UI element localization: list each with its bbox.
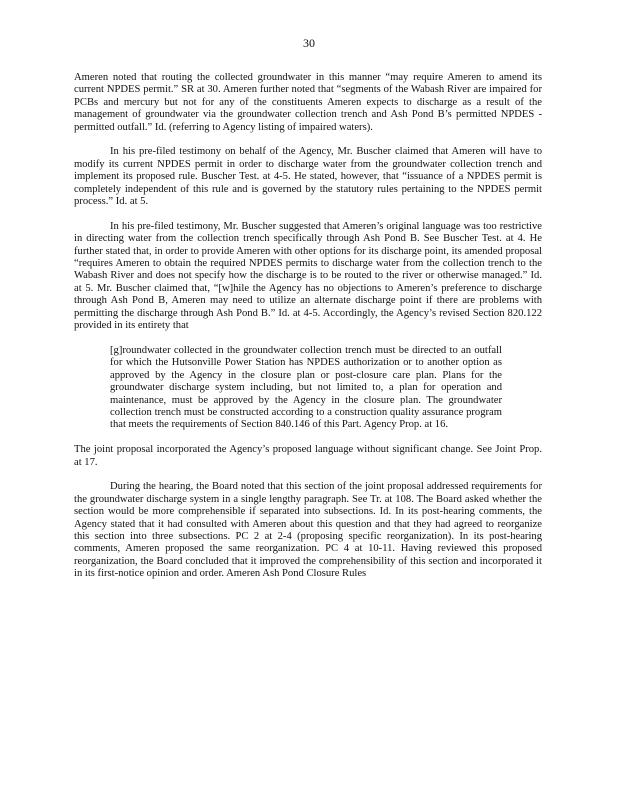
- block-quote-section-820-122: [g]roundwater collected in the groundwater collection trench must be directed to an outfall for which the Hutsonville Power Station has NPDES authorization or to another option as approved by the Agency in the closure plan or post-closure care plan. Plans for the groundwater discharge system including, but not limited to, a plan for operation and maintenance, must be approved by the Agency in the closure plan. The groundwater collection trench must be constructed according to a construction quality assurance program that meets the requirements of Section 840.146 of this Part. Agency Prop. at 16.: [110, 344, 502, 431]
- paragraph-joint-proposal: The joint proposal incorporated the Agency’s proposed language without significant change. See Joint Prop. at 17.: [74, 444, 542, 468]
- paragraph-ameren-routing: Ameren noted that routing the collected groundwater in this manner “may require Ameren to amend its current NPDES permit.” SR at 30. Ameren further noted that “segments of the Wabash River are impaired for PCBs and mercury but not for any of the constituents Ameren expects to discharge as a result of the management of groundwater via the groundwater collection trench and Ash Pond B’s permitted NPDES - permitted outfall.” Id. (referring to Agency listing of impaired waters).: [74, 72, 542, 133]
- page-number: 30: [303, 36, 315, 50]
- paragraph-buscher-npdes: In his pre-filed testimony on behalf of the Agency, Mr. Buscher claimed that Ameren will have to modify its current NPDES permit in order to discharge water from the groundwater collection trench and implement its proposed rule. Buscher Test. at 4-5. He stated, however, that “issuance of a NPDES permit is completely independent of this rule and is governed by the statutory rules pertaining to the NPDES permit process.” Id. at 5.: [74, 146, 542, 208]
- body-text: [74, 72, 542, 581]
- paragraph-buscher-discharge: In his pre-filed testimony, Mr. Buscher suggested that Ameren’s original language was too restrictive in directing water from the collection trench specifically through Ash Pond B. See Buscher Test. at 4. He further stated that, in order to provide Ameren with other options for its discharge point, its amended proposal “requires Ameren to obtain the required NPDES permits to discharge water from the collection trench to the Wabash River and does not specify how the discharge is to be routed to the river or otherwise managed.” Id. at 5. Mr. Buscher claimed that, “[w]hile the Agency has no objections to Ameren’s preference to discharge through Ash Pond B, Ameren may need to utilize an alternate discharge point if there are problems with permitting the discharge through Ash Pond B.” Id. at 4-5. Accordingly, the Agency’s revised Section 820.122 provided in its entirety that: [74, 220, 542, 332]
- paragraph-hearing-reorganization: During the hearing, the Board noted that this section of the joint proposal addressed requirements for the groundwater discharge system in a single lengthy paragraph. See Tr. at 108. The Board asked whether the section would be more comprehensible if separated into subsections. Id. In its post-hearing comments, the Agency stated that it had consulted with Ameren about this question and that they had agreed to reorganize this section into three subsections. PC 2 at 2-4 (proposing specific reorganization). In its post-hearing comments, Ameren proposed the same reorganization. PC 4 at 10-11. Having reviewed this proposed reorganization, the Board concluded that it improved the comprehensibility of this section and incorporated it in its first-notice opinion and order. Ameren Ash Pond Closure Rules: [74, 481, 542, 580]
